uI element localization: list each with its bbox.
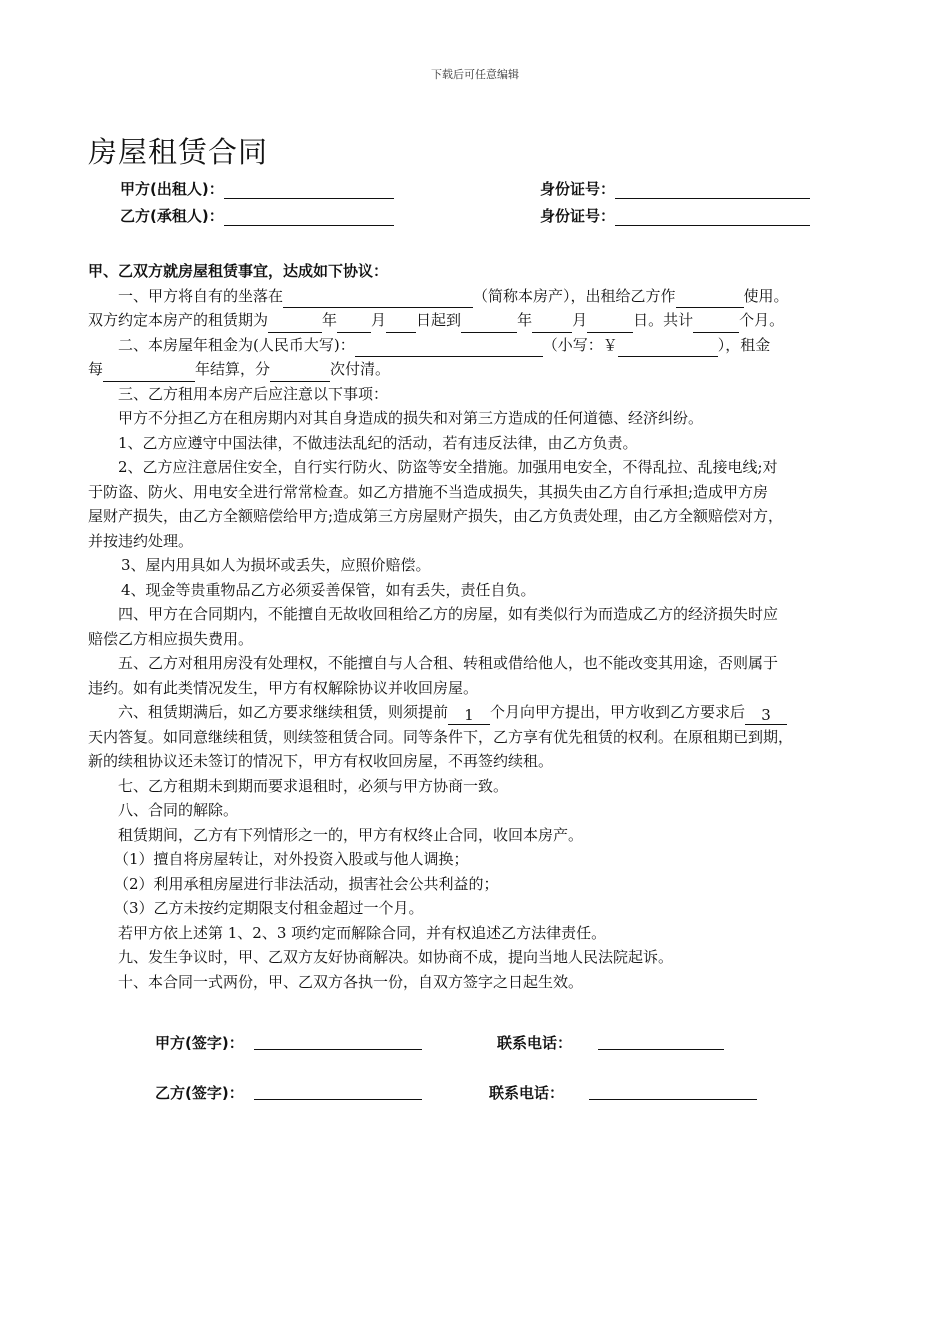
clause-3-para-0: 甲方不分担乙方在租房期内对其自身造成的损失和对第三方造成的任何道德、经济纠纷。 <box>118 409 704 427</box>
clause-8-item: （3）乙方未按约定期限支付租金超过一个月。 <box>114 899 424 917</box>
total-months-field[interactable] <box>693 315 739 333</box>
installments-field[interactable] <box>270 364 330 382</box>
rent-amount-figures-field[interactable] <box>618 339 718 357</box>
clause-10: 十、本合同一式两份，甲、乙双方各执一份，自双方签字之日起生效。 <box>118 972 584 991</box>
lessee-row <box>120 205 616 226</box>
clause-1-text-a: 一、甲方将自有的坐落在 <box>118 286 284 305</box>
property-address-field[interactable] <box>283 290 473 308</box>
clause-3-title: 三、乙方租用本房产后应注意以下事项： <box>118 384 389 403</box>
lessor-row <box>120 178 616 199</box>
clause-2-text-d: 每 <box>88 360 104 378</box>
clause-1-text-k: 个月。 <box>739 311 785 329</box>
lessee-id-field[interactable] <box>615 210 810 226</box>
clause-3-item-2-line-4: 并按违约处理。 <box>88 531 194 550</box>
party-b-phone-label: 联系电话： <box>489 1084 565 1102</box>
clause-2-text-c: ），租金 <box>717 335 771 354</box>
clause-1-line-2 <box>88 308 863 333</box>
header-note: 下载后可任意编辑 <box>431 68 519 81</box>
clause-6-text-a: 六、租赁期满后，如乙方要求继续租赁，则须提前 <box>118 703 449 721</box>
clause-3-item-2-line-1: 2、乙方应注意居住安全，自行实行防火、防盗等安全措施。加强用电安全，不得乱拉、乱接电线;对 <box>118 458 778 476</box>
clause-6-line-3: 新的续租协议还未签订的情况下，甲方有权收回房屋，不再签约续租。 <box>88 752 554 770</box>
document-title: 房屋租赁合同 <box>88 135 269 169</box>
clause-8-item: （2）利用承租房屋进行非法活动，损害社会公共利益的； <box>114 874 499 893</box>
contract-body <box>88 259 863 994</box>
clause-5-line-2: 违约。如有此类情况发生，甲方有权解除协议并收回房屋。 <box>88 678 479 697</box>
clause-2-text-b: （小写：￥ <box>542 335 618 354</box>
clause-2-line-1 <box>88 333 863 358</box>
clause-2-text-f: 次付清。 <box>330 360 391 378</box>
rent-amount-words-field[interactable] <box>355 339 543 357</box>
lessor-label: 甲方(出租人)： <box>120 180 224 198</box>
clause-8-intro: 租赁期间，乙方有下列情形之一的，甲方有权终止合同，收回本房产。 <box>118 825 584 844</box>
start-month-field[interactable] <box>337 315 371 333</box>
clause-1-text-b: （简称本房产），出租给乙方作 <box>473 286 676 305</box>
party-a-phone-label: 联系电话： <box>497 1034 573 1052</box>
party-a-signature-field[interactable] <box>254 1048 422 1050</box>
clause-1-text-c: 使用。 <box>743 286 789 305</box>
party-b-signature-label: 乙方(签字)： <box>155 1084 244 1102</box>
end-year-field[interactable] <box>461 315 517 333</box>
reply-days-field[interactable]: 3 <box>745 706 787 725</box>
clause-9: 九、发生争议时，甲、乙双方友好协商解决。如协商不成，提向当地人民法院起诉。 <box>118 948 674 966</box>
clause-3-item-2-line-2: 于防盗、防火、用电安全进行常常检查。如乙方措施不当造成损失，其损失由乙方自行承担;造成甲方房 <box>88 482 769 501</box>
clause-6-text-b: 个月向甲方提出，甲方收到乙方要求后 <box>490 703 746 721</box>
start-day-field[interactable] <box>386 315 416 333</box>
end-day-field[interactable] <box>587 315 633 333</box>
lessor-id-group <box>540 178 810 199</box>
settlement-period-field[interactable] <box>103 364 195 382</box>
clause-3-item-1: 1、乙方应遵守中国法律，不做违法乱纪的活动，若有违反法律，由乙方负责。 <box>118 433 638 452</box>
clause-4-line-1: 四、甲方在合同期内，不能擅自无故收回租给乙方的房屋，如有类似行为而造成乙方的经济损失时应 <box>118 605 779 623</box>
notice-months-field[interactable]: 1 <box>448 706 490 725</box>
party-a-signature-label: 甲方(签字)： <box>155 1034 244 1052</box>
clause-1-text-g: 日起到 <box>416 311 462 329</box>
party-b-signature-field[interactable] <box>254 1098 422 1100</box>
clause-3-item-4: 4、现金等贵重物品乙方必须妥善保管，如有丢失，责任自负。 <box>121 580 536 599</box>
lessee-label: 乙方(承租人)： <box>120 207 224 225</box>
lessee-id-label: 身份证号： <box>540 207 616 225</box>
end-month-field[interactable] <box>532 315 572 333</box>
clause-8-title: 八、合同的解除。 <box>118 801 239 819</box>
clause-5-line-1: 五、乙方对租用房没有处理权，不能擅自与人合租、转租或借给他人，也不能改变其用途，否则属于 <box>118 654 779 672</box>
clause-8-item: （1）擅自将房屋转让，对外投资入股或与他人调换； <box>114 850 469 868</box>
lessor-name-field[interactable] <box>224 183 394 199</box>
clause-1-text-j: 日。共计 <box>633 311 694 329</box>
clause-2-text-e: 年结算，分 <box>195 360 271 378</box>
clause-3-item-3: 3、屋内用具如人为损坏或丢失，应照价赔偿。 <box>121 556 431 574</box>
clause-1-text-i: 月 <box>572 311 588 329</box>
clause-6-line-1 <box>88 700 863 725</box>
clause-8-outro: 若甲方依上述第 1、2、3 项约定而解除合同，并有权追述乙方法律责任。 <box>118 923 607 942</box>
party-b-phone-field[interactable] <box>589 1098 757 1100</box>
clause-1-text-e: 年 <box>322 311 338 329</box>
lessor-id-field[interactable] <box>615 183 810 199</box>
clause-2-text-a: 二、本房屋年租金为(人民币大写)： <box>118 335 355 354</box>
clause-2-line-2 <box>88 357 863 382</box>
clause-7: 七、乙方租期未到期而要求退租时，必须与甲方协商一致。 <box>118 776 509 795</box>
clause-3-item-2-line-3: 屋财产损失，由乙方全额赔偿给甲方;造成第三方房屋财产损失，由乙方负责处理，由乙方全额赔偿对方， <box>88 507 784 525</box>
lessor-id-label: 身份证号： <box>540 180 616 198</box>
agreement-intro: 甲、乙双方就房屋租赁事宜，达成如下协议： <box>88 262 389 280</box>
clause-6-line-2: 天内答复。如同意继续租赁，则续签租赁合同。同等条件下，乙方享有优先租赁的权利。在原租期已到期， <box>88 727 794 746</box>
start-year-field[interactable] <box>268 315 322 333</box>
lessee-name-field[interactable] <box>224 210 394 226</box>
clause-4-line-2: 赔偿乙方相应损失费用。 <box>88 629 254 648</box>
clause-1-text-h: 年 <box>517 311 533 329</box>
clause-1-text-f: 月 <box>371 311 387 329</box>
clause-1-line-1 <box>88 284 863 309</box>
lessee-id-group <box>540 205 810 226</box>
party-a-phone-field[interactable] <box>598 1048 724 1050</box>
clause-1-text-d: 双方约定本房产的租赁期为 <box>88 311 269 329</box>
property-use-field[interactable] <box>676 290 744 308</box>
